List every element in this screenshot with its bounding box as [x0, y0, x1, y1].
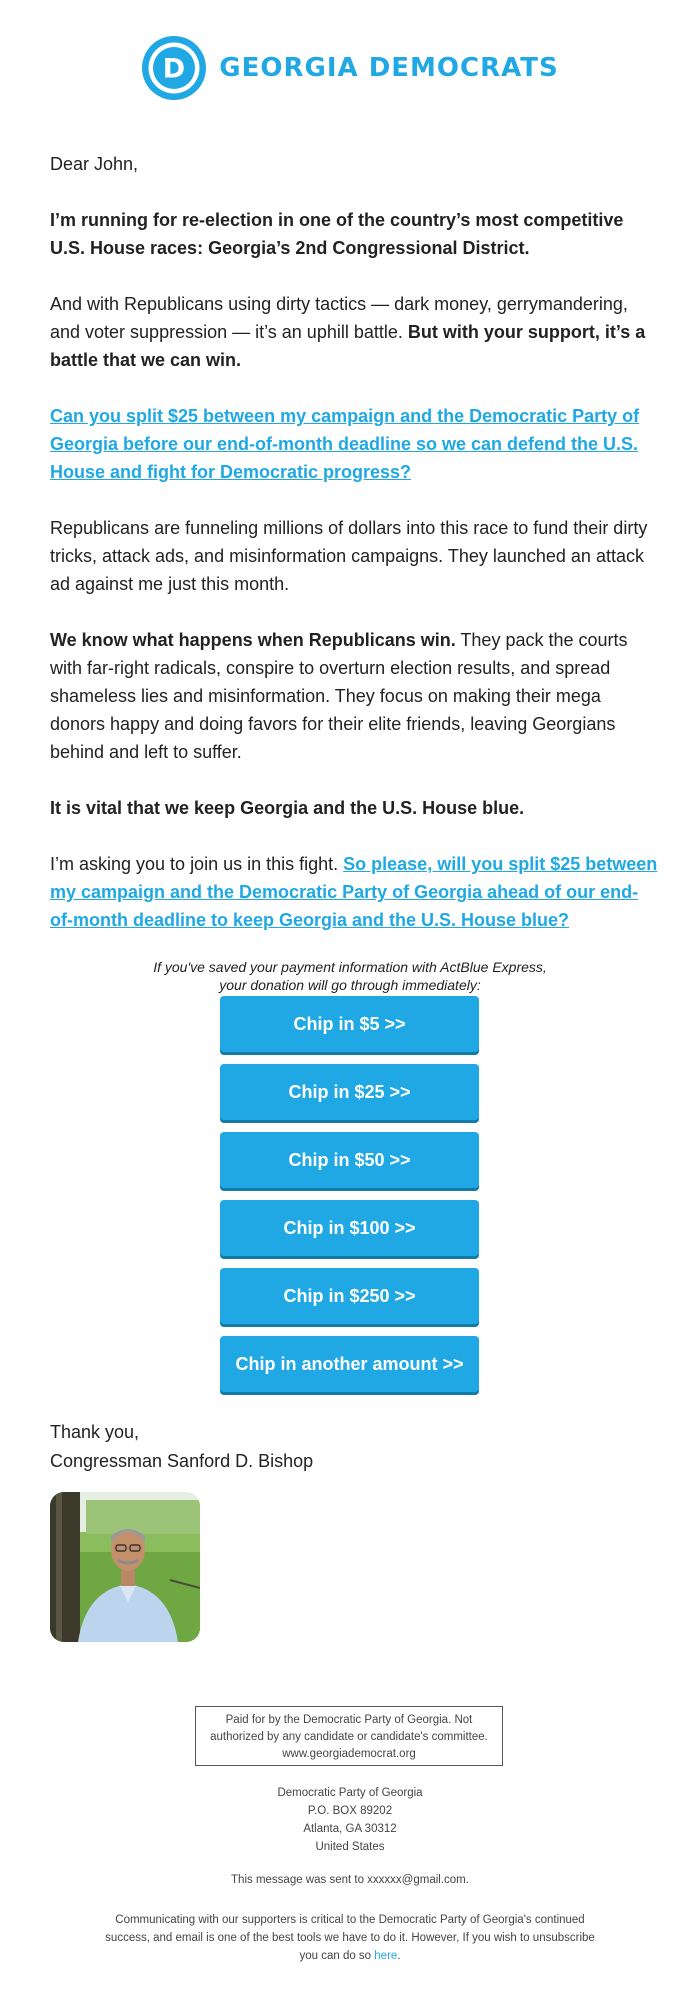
mailing-address [0, 1784, 700, 1856]
keep-blue-paragraph: It is vital that we keep Georgia and the U.S. House blue. [50, 798, 525, 818]
second-ask-link[interactable]: So please, will you split $25 between my campaign and the Democratic Party of Georgia ahead of our end-of-month deadline to keep Georgia and the U.S. House blue? [50, 854, 658, 930]
disclaimer-line-2: authorized by any candidate or candidate's committee. [210, 1731, 488, 1743]
tactics-bold-text: But with your support, it’s a battle that we can win. [50, 322, 646, 370]
first-ask-paragraph [50, 402, 658, 486]
funding-paragraph: Republicans are funneling millions of dollars into this race to fund their dirty tricks, attack ads, and misinformation campaigns. They launched an attack ad against me just this month. [50, 518, 648, 594]
thanks-text: Thank you, [50, 1422, 140, 1442]
georgia-democrats-logo[interactable] [0, 32, 700, 104]
tactics-paragraph [50, 290, 658, 374]
note-line-1: If you've saved your payment information with ActBlue Express, [153, 959, 547, 975]
democrats-d-logo-icon [141, 35, 207, 101]
tactics-text: And with Republicans using dirty tactics — dark money, gerrymandering, and voter suppression — it’s an uphill battle. [50, 294, 628, 342]
chip-in-50-button[interactable]: Chip in $50 >> [220, 1132, 479, 1188]
unsubscribe-end: . [397, 1950, 401, 1962]
republicans-win-bold-text: We know what happens when Republicans win. [50, 630, 456, 650]
first-ask-link[interactable]: Can you split $25 between my campaign and the Democratic Party of Georgia before our end-of-month deadline so we can defend the U.S. House and fight for Democratic progress? [50, 406, 640, 482]
republicans-win-paragraph [50, 626, 658, 766]
letter-body [50, 150, 658, 962]
chip-in-25-button[interactable]: Chip in $25 >> [220, 1064, 479, 1120]
greeting: Dear John, [50, 154, 139, 174]
republicans-win-text: They pack the courts with far-right radicals, conspire to overturn election results, and spread shameless lies and misinformation. They focus on making their mega donors happy and doing favors for their elite friends, leaving Georgians behind and left to suffer. [50, 630, 628, 762]
note-line-2: your donation will go through immediately: [219, 977, 481, 993]
intro-paragraph: I’m running for re-election in one of the country’s most competitive U.S. House races: Georgia’s 2nd Congressional District. [50, 210, 624, 258]
disclaimer-line-1: Paid for by the Democratic Party of Georgia. Not [225, 1714, 473, 1726]
chip-in-250-button[interactable]: Chip in $250 >> [220, 1268, 479, 1324]
donation-buttons [220, 996, 479, 1404]
disclaimer-website: www.georgiademocrat.org [282, 1748, 416, 1760]
sent-to-notice: This message was sent to xxxxxx@gmail.com. [231, 1874, 469, 1886]
unsubscribe-text: Communicating with our supporters is critical to the Democratic Party of Georgia's continued success, and email is one of the best tools we have to do it. However, If you wish to unsubscribe you can do so [105, 1914, 595, 1962]
unsubscribe-notice [100, 1911, 600, 1965]
paid-for-disclaimer [195, 1706, 503, 1766]
unsubscribe-link[interactable]: here [374, 1950, 398, 1962]
address-city: Atlanta, GA 30312 [303, 1823, 397, 1835]
address-country: United States [315, 1841, 385, 1853]
candidate-photo [50, 1492, 200, 1642]
second-ask-paragraph [50, 850, 658, 934]
chip-in-100-button[interactable]: Chip in $100 >> [220, 1200, 479, 1256]
brand-name: GEORGIA DEMOCRATS [219, 53, 559, 83]
chip-in-5-button[interactable]: Chip in $5 >> [220, 996, 479, 1052]
logo-letter: D [163, 53, 186, 85]
actblue-express-note [0, 958, 700, 994]
join-fight-text: I’m asking you to join us in this fight. [50, 854, 339, 874]
address-org: Democratic Party of Georgia [277, 1787, 423, 1799]
signer-name: Congressman Sanford D. Bishop [50, 1451, 314, 1471]
chip-in-other-amount-button[interactable]: Chip in another amount >> [220, 1336, 479, 1392]
signoff [50, 1418, 313, 1476]
address-po-box: P.O. BOX 89202 [307, 1805, 393, 1817]
